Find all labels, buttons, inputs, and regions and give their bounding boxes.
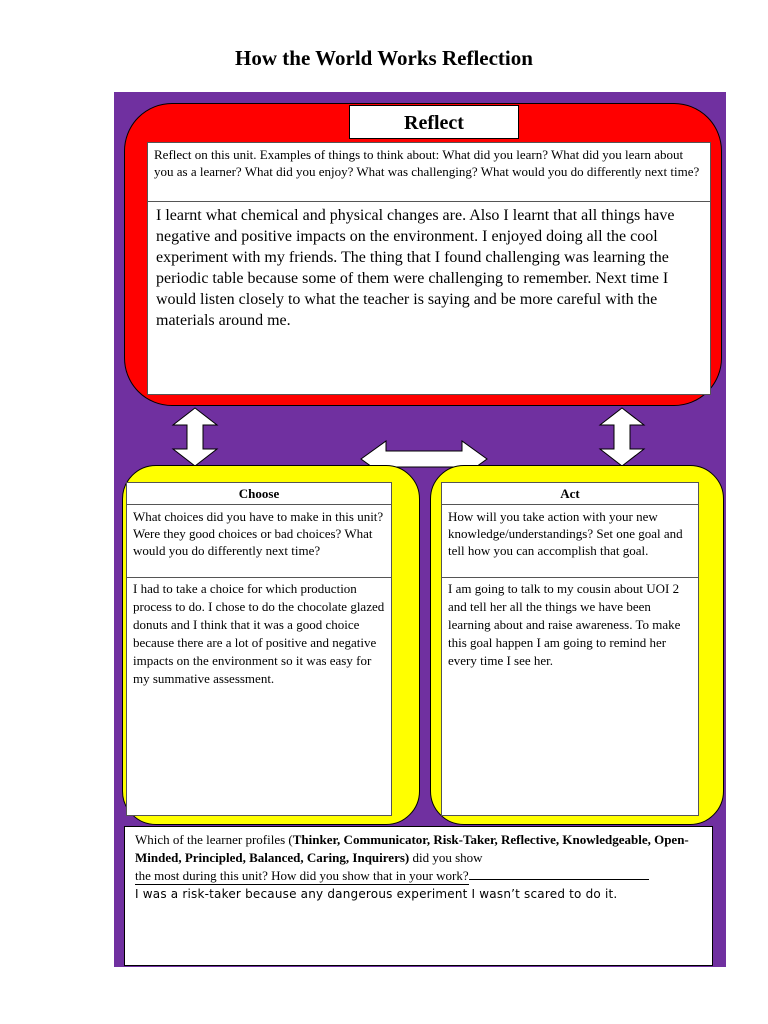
profiles-answer-line <box>469 878 649 880</box>
profiles-prompt <box>125 827 712 885</box>
profiles-panel <box>124 826 713 966</box>
reflect-label: Reflect <box>349 105 519 139</box>
act-panel <box>441 482 699 816</box>
double-arrow-vertical-right-icon <box>597 407 647 467</box>
choose-answer[interactable]: I had to take a choice for which production process to do. I chose to do the chocolate glazed donuts and I think that it was a good choice because there are a lot of positive and negative impacts on the environment so it was easy for my summative assessment. <box>133 581 385 686</box>
choose-panel <box>126 482 392 816</box>
reflect-answer[interactable]: I learnt what chemical and physical changes are. Also I learnt that all things have negative and positive impacts on the environment. I enjoyed doing all the cool experiment with my friends. The thing that I found challenging was learning the periodic table because some of them were challenging to remember. Next time I would listen closely to what the teacher is saying and be more careful with the materials around me. <box>156 207 675 329</box>
reflect-prompt: Reflect on this unit. Examples of things to think about: What did you learn? What did you learn about you as a learner? What did you enjoy? What was challenging? What would you do differently next time? <box>154 147 700 179</box>
act-heading: Act <box>442 483 698 505</box>
reflect-panel <box>147 142 711 395</box>
act-prompt: How will you take action with your new knowledge/understandings? Set one goal and tell how you can accomplish that goal. <box>448 509 683 558</box>
profiles-list: Thinker, Communicator, Risk-Taker, Reflective, Knowledgeable, Open-Minded, Principled, Balanced, Caring, Inquirers) <box>135 832 689 865</box>
profiles-prompt-end: the most during this unit? How did you show that in your work? <box>135 868 469 883</box>
profiles-prompt-start: Which of the learner profiles ( <box>135 832 293 847</box>
profiles-prompt-mid: did you show <box>409 850 483 865</box>
page-title: How the World Works Reflection <box>235 46 533 70</box>
double-arrow-vertical-left-icon <box>170 407 220 467</box>
profiles-answer[interactable]: I was a risk-taker because any dangerous experiment I wasn’t scared to do it. <box>135 887 618 901</box>
act-answer[interactable]: I am going to talk to my cousin about UOI 2 and tell her all the things we have been learning about and raise awareness. To make this goal happen I am going to remind her every time I see her. <box>448 581 681 668</box>
choose-prompt: What choices did you have to make in this unit? Were they good choices or bad choices? What would you do differently next time? <box>133 509 384 558</box>
choose-heading: Choose <box>127 483 391 505</box>
